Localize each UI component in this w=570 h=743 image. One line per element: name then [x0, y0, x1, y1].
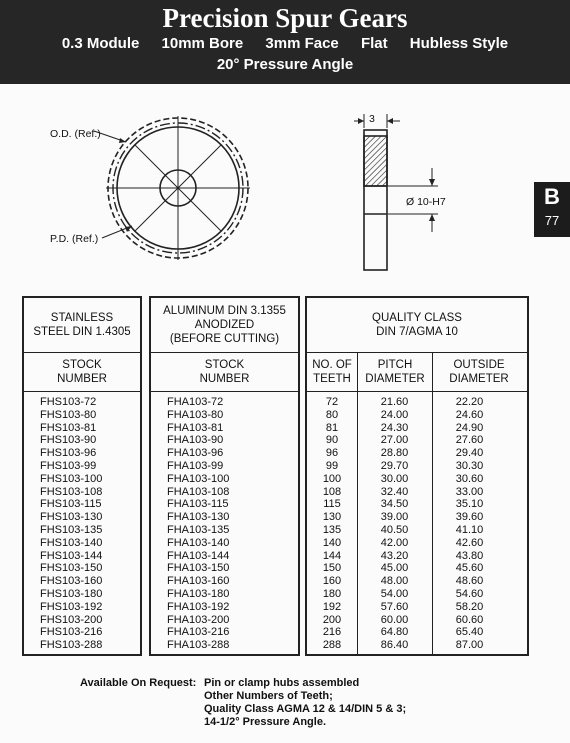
pitch-diameter-cell: 24.00 [380, 408, 409, 421]
table-row [307, 601, 527, 614]
table-row [307, 639, 527, 652]
pitch-diameter-cell: 21.60 [380, 396, 409, 408]
outside-diameter-cell: 30.30 [455, 459, 484, 472]
col-header-line: PITCH [377, 359, 413, 371]
spec-pressure-angle: 20° Pressure Angle [216, 56, 354, 73]
table-row: FHS103-99 [40, 459, 97, 472]
pitch-diameter-cell: 42.00 [380, 536, 409, 549]
outside-col-header [433, 353, 525, 391]
table-row [307, 460, 527, 473]
bore-label: Ø 10-H7 [406, 196, 446, 208]
table-row: FHS103-140 [40, 536, 103, 549]
col-header-line: TEETH [313, 373, 351, 385]
table-row: FHA103-108 [167, 485, 230, 498]
table-row [307, 588, 527, 601]
table-row [307, 434, 527, 447]
table-row [307, 422, 527, 435]
outside-diameter-cell: 27.60 [455, 434, 484, 447]
col-header-line: STOCK [204, 359, 245, 371]
spec-hub-style: Hubless Style [409, 35, 509, 52]
request-line: Quality Class AGMA 12 & 14/DIN 5 & 3; [204, 703, 407, 715]
table-row: FHA103-99 [167, 459, 224, 472]
face-width-label: 3 [369, 113, 375, 125]
table-row: FHA103-160 [167, 575, 230, 588]
table-row [307, 473, 527, 486]
teeth-cell: 180 [322, 587, 342, 600]
teeth-cell: 80 [325, 408, 339, 421]
table-row [307, 614, 527, 627]
table-row: FHS103-96 [40, 447, 97, 460]
outside-diameter-cell: 58.20 [455, 600, 484, 613]
table-row [307, 486, 527, 499]
table-row: FHA103-90 [167, 434, 224, 447]
quality-heading [307, 298, 527, 353]
table-row: FHS103-180 [40, 587, 103, 600]
outside-diameter-cell: 87.00 [455, 639, 484, 652]
outside-diameter-cell: 24.60 [455, 408, 484, 421]
outside-diameter-cell: 65.40 [455, 626, 484, 639]
teeth-cell: 150 [322, 562, 342, 575]
teeth-cell: 115 [323, 498, 341, 511]
table-row [307, 562, 527, 575]
table-row: FHS103-288 [40, 639, 103, 652]
teeth-cell: 90 [325, 434, 339, 447]
table-row [307, 626, 527, 639]
teeth-cell: 140 [322, 536, 342, 549]
quality-heading-line: QUALITY CLASS [372, 312, 462, 324]
outside-diameter-cell: 42.60 [455, 536, 484, 549]
col-header-line: DIAMETER [365, 373, 425, 385]
table-row: FHS103-144 [40, 549, 103, 562]
teeth-cell: 72 [325, 396, 339, 408]
table-row [307, 524, 527, 537]
table-row: FHA103-150 [167, 562, 230, 575]
teeth-cell: 192 [322, 600, 342, 613]
col-header-line: OUTSIDE [453, 359, 505, 371]
table-row: FHS103-150 [40, 562, 103, 575]
stainless-heading-line: STAINLESS [50, 312, 114, 324]
col-header-line: NO. OF [312, 359, 352, 371]
table-row: FHS103-90 [40, 434, 97, 447]
outside-diameter-cell: 24.90 [455, 421, 484, 434]
spec-bore: 10mm Bore [161, 35, 244, 52]
section-letter: B [544, 184, 560, 209]
table-row: FHA103-216 [167, 626, 230, 639]
spec-module: 0.3 Module [61, 35, 140, 52]
table-row: FHA103-80 [167, 408, 224, 421]
aluminum-heading-line: (BEFORE CUTTING) [169, 333, 280, 345]
table-row: FHA103-180 [167, 587, 230, 600]
pitch-diameter-cell: 48.00 [380, 575, 409, 588]
teeth-cell: 144 [322, 549, 342, 562]
section-tab [534, 182, 570, 237]
teeth-cell: 288 [322, 639, 342, 652]
table-row: FHA103-144 [167, 549, 230, 562]
pitch-diameter-cell: 27.00 [380, 434, 409, 447]
aluminum-table [149, 296, 300, 656]
outside-diameter-cell: 48.60 [455, 575, 484, 588]
od-label: O.D. (Ref.) [50, 128, 101, 140]
table-row [307, 409, 527, 422]
table-row: FHS103-216 [40, 626, 103, 639]
header-banner [0, 0, 570, 84]
col-header-line: NUMBER [57, 373, 107, 385]
table-row: FHS103-135 [40, 523, 103, 536]
request-line: Other Numbers of Teeth; [204, 690, 333, 702]
aluminum-heading-line: ALUMINUM DIN 3.1355 [163, 305, 286, 317]
teeth-cell: 135 [322, 523, 342, 536]
table-row [307, 511, 527, 524]
pd-leader-line [100, 222, 140, 242]
teeth-cell: 200 [322, 613, 342, 626]
teeth-cell: 130 [322, 511, 342, 524]
stainless-heading-line: STEEL DIN 1.4305 [33, 326, 131, 338]
table-row: FHS103-81 [40, 421, 97, 434]
table-row: FHS103-100 [40, 472, 103, 485]
spec-line [0, 34, 570, 54]
spec-face: 3mm Face [265, 35, 339, 52]
teeth-cell: 100 [322, 472, 342, 485]
table-row: FHS103-108 [40, 485, 103, 498]
table-row: FHS103-160 [40, 575, 103, 588]
pitch-diameter-cell: 29.70 [380, 459, 409, 472]
spec-flat: Flat [360, 35, 388, 52]
pitch-diameter-cell: 39.00 [380, 511, 409, 524]
table-row [307, 447, 527, 460]
quality-col-headers [307, 353, 527, 392]
teeth-cell: 96 [325, 447, 339, 460]
table-row: FHS103-192 [40, 600, 103, 613]
table-row: FHA103-135 [167, 523, 230, 536]
table-row: FHS103-72 [40, 396, 97, 408]
stainless-heading [24, 298, 140, 353]
stainless-table [22, 296, 142, 656]
page-title: Precision Spur Gears [162, 3, 408, 33]
pitch-diameter-cell: 43.20 [380, 549, 409, 562]
pitch-diameter-cell: 60.00 [380, 613, 409, 626]
outside-diameter-cell: 41.10 [455, 523, 484, 536]
aluminum-rows [151, 396, 298, 652]
outside-diameter-cell: 35.10 [455, 498, 484, 511]
stainless-rows [24, 396, 140, 652]
stainless-col-header [24, 353, 140, 392]
table-row [307, 550, 527, 563]
pitch-diameter-cell: 57.60 [380, 600, 409, 613]
quality-rows [307, 396, 527, 652]
table-row: FHA103-72 [167, 396, 224, 408]
outside-diameter-cell: 30.60 [455, 472, 484, 485]
pitch-diameter-cell: 28.80 [380, 447, 409, 460]
request-lines [204, 677, 406, 729]
teeth-cell: 160 [322, 575, 342, 588]
page-number: 77 [544, 213, 560, 228]
request-line: Pin or clamp hubs assembled [204, 677, 360, 689]
table-row: FHA103-100 [167, 472, 230, 485]
pitch-diameter-cell: 86.40 [380, 639, 409, 652]
pitch-diameter-cell: 64.80 [380, 626, 409, 639]
table-row: FHS103-80 [40, 408, 97, 421]
table-row [307, 396, 527, 409]
outside-diameter-cell: 45.60 [455, 562, 484, 575]
aluminum-col-header [151, 353, 298, 392]
pitch-diameter-cell: 34.50 [380, 498, 409, 511]
table-row: FHA103-115 [167, 498, 229, 511]
col-header-line: NUMBER [199, 373, 250, 385]
table-row [307, 537, 527, 550]
teeth-cell: 81 [325, 421, 339, 434]
outside-diameter-cell: 39.60 [455, 511, 484, 524]
outside-diameter-cell: 22.20 [455, 396, 484, 408]
request-line: 14-1/2° Pressure Angle. [204, 716, 326, 728]
table-row: FHS103-130 [40, 511, 103, 524]
table-row: FHS103-200 [40, 613, 103, 626]
table-row: FHS103-115 [40, 498, 102, 511]
pitch-diameter-cell: 45.00 [380, 562, 409, 575]
pitch-diameter-cell: 40.50 [380, 523, 409, 536]
table-row: FHA103-140 [167, 536, 230, 549]
table-row: FHA103-192 [167, 600, 230, 613]
quality-heading-line: DIN 7/AGMA 10 [376, 326, 458, 338]
table-row: FHA103-81 [167, 421, 224, 434]
table-row: FHA103-200 [167, 613, 230, 626]
gear-side-view [322, 110, 442, 275]
teeth-cell: 99 [325, 459, 339, 472]
pitch-diameter-cell: 54.00 [380, 587, 409, 600]
aluminum-heading-line: ANODIZED [194, 319, 255, 331]
quality-table [305, 296, 529, 656]
outside-diameter-cell: 54.60 [455, 587, 484, 600]
table-row [307, 498, 527, 511]
col-header-line: STOCK [62, 359, 102, 371]
col-header-line: DIAMETER [449, 373, 509, 385]
aluminum-heading [151, 298, 298, 353]
pitch-diameter-cell: 32.40 [380, 485, 409, 498]
pitch-diameter-cell: 30.00 [380, 472, 409, 485]
table-row [307, 575, 527, 588]
request-label: Available On Request: [80, 677, 197, 689]
pitch-diameter-cell: 24.30 [380, 421, 409, 434]
teeth-col-header [307, 353, 357, 391]
pitch-col-header [358, 353, 432, 391]
outside-diameter-cell: 33.00 [455, 485, 484, 498]
outside-diameter-cell: 43.80 [455, 549, 484, 562]
teeth-cell: 108 [322, 485, 342, 498]
table-row: FHA103-288 [167, 639, 230, 652]
outside-diameter-cell: 29.40 [455, 447, 484, 460]
teeth-cell: 216 [322, 626, 342, 639]
table-row: FHA103-130 [167, 511, 230, 524]
pd-label: P.D. (Ref.) [50, 233, 99, 245]
outside-diameter-cell: 60.60 [455, 613, 484, 626]
table-row: FHA103-96 [167, 447, 224, 460]
